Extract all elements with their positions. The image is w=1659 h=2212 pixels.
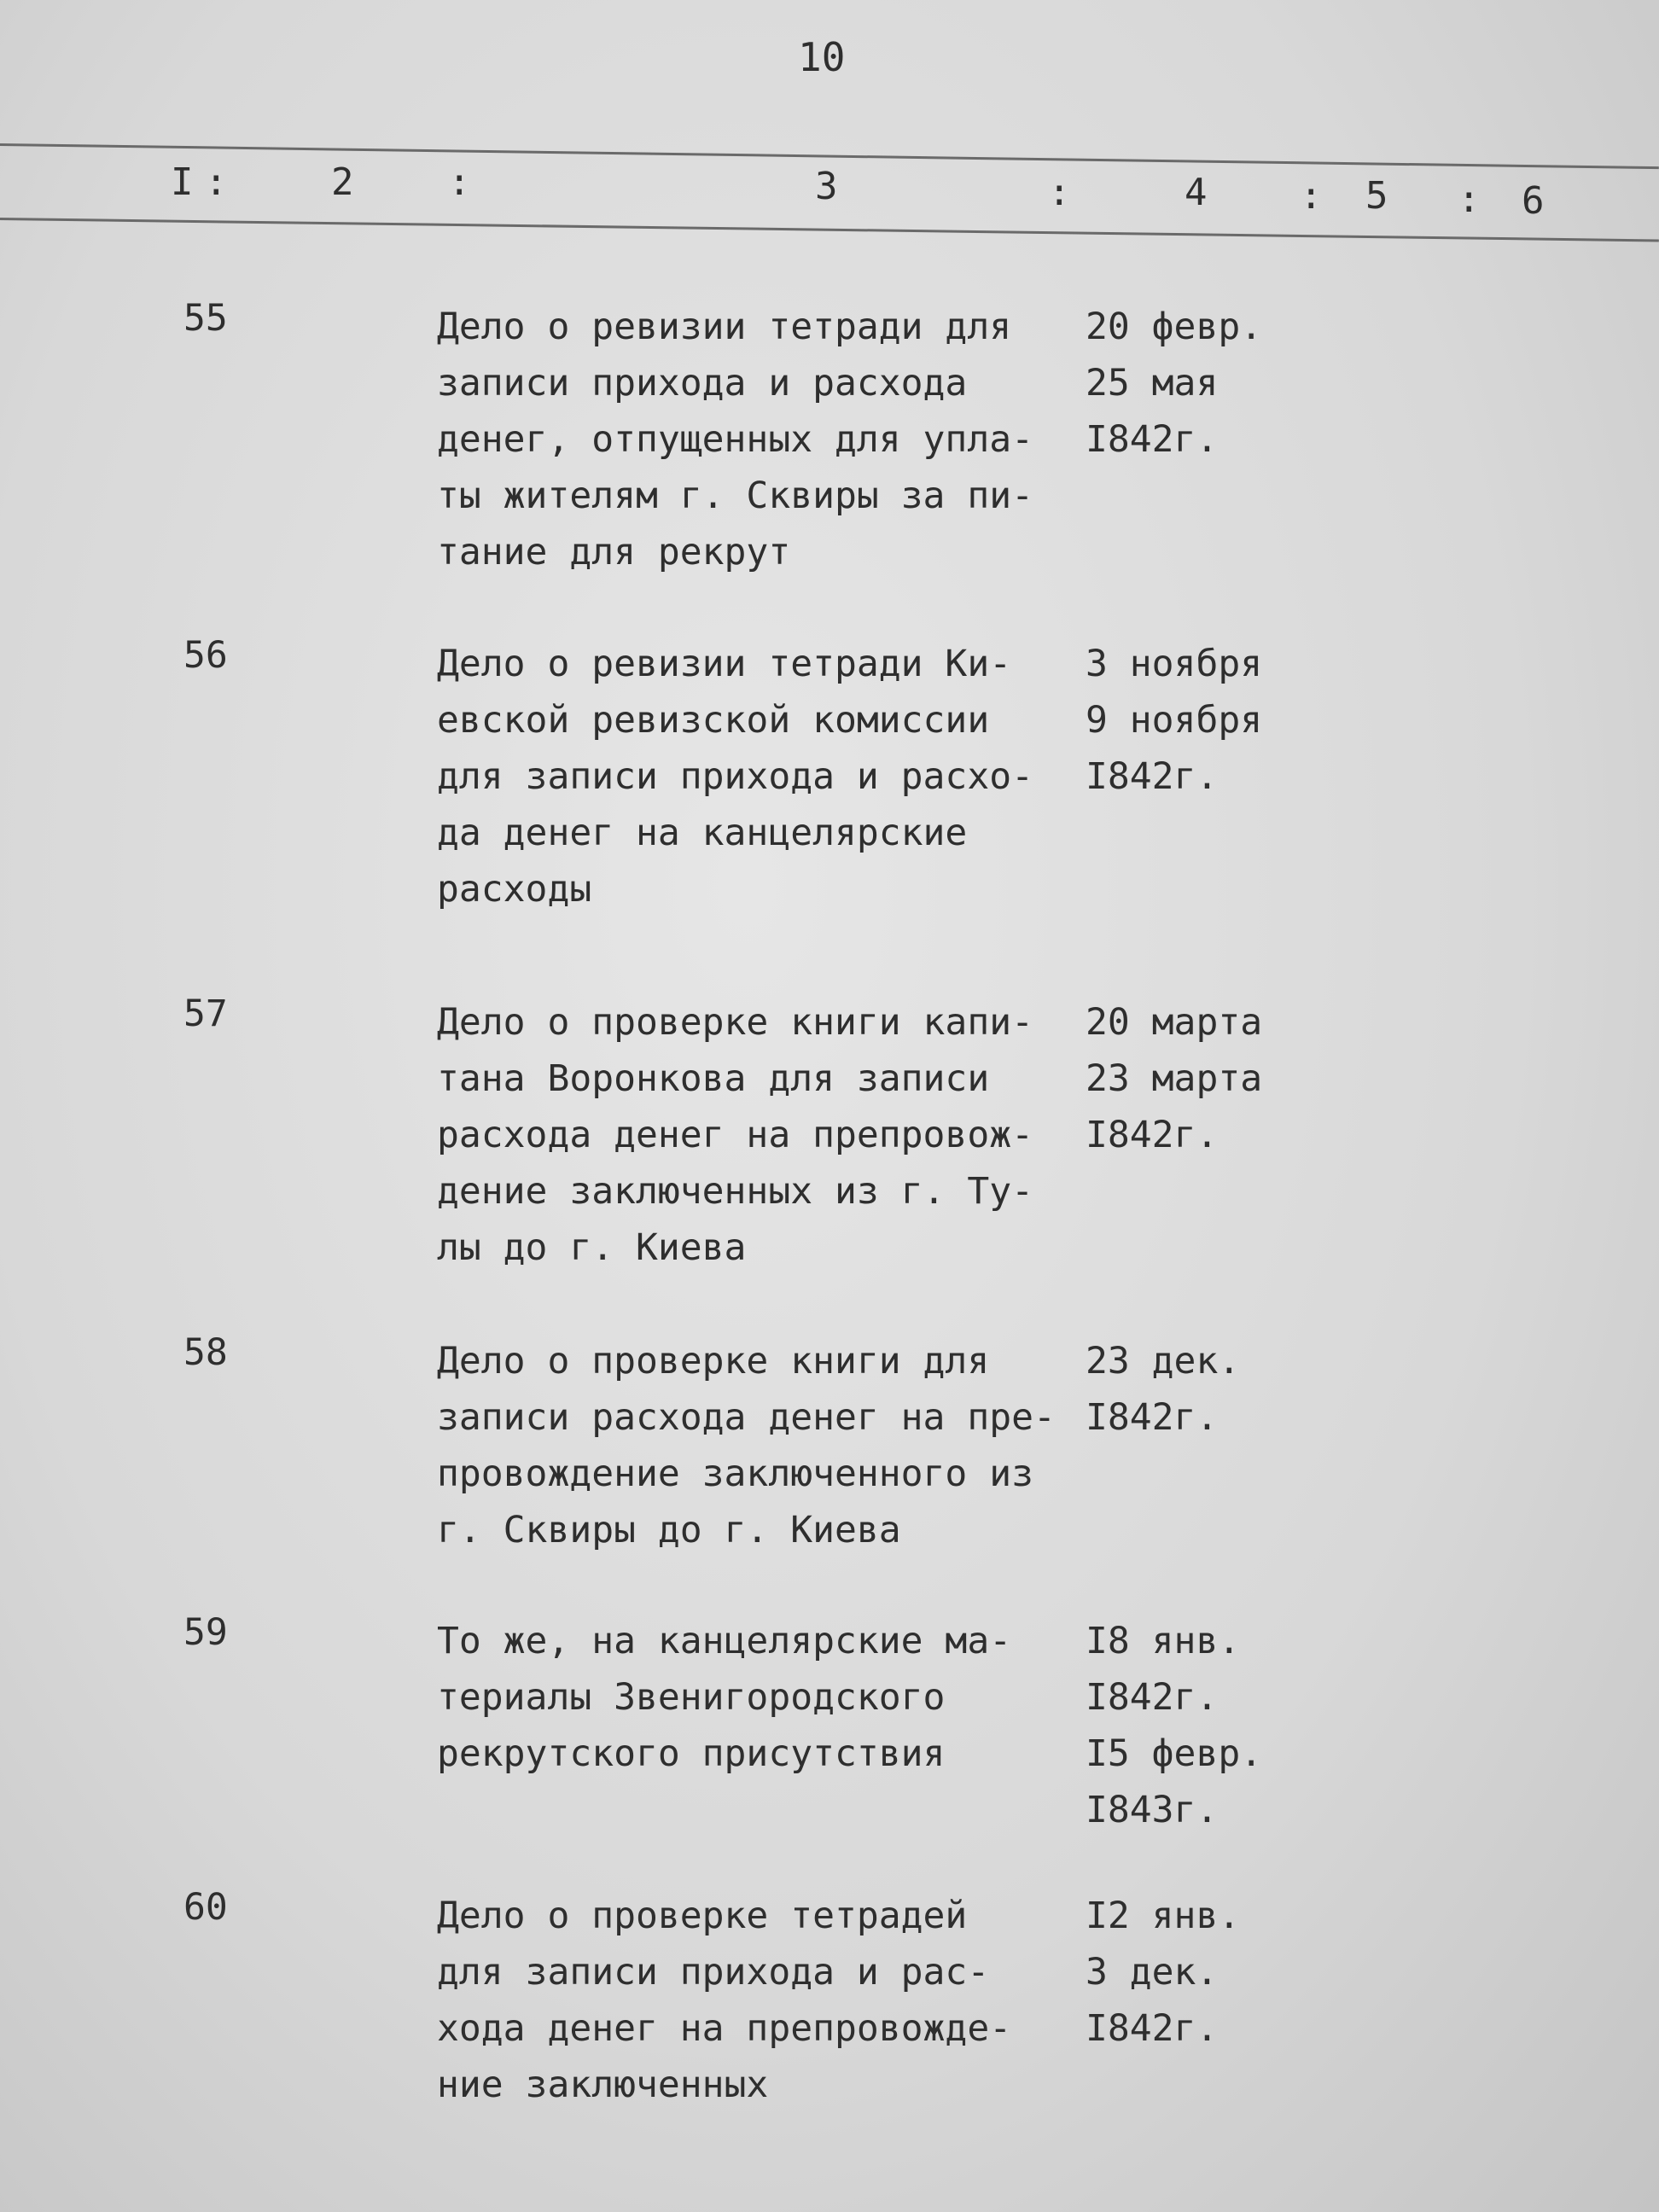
description-line: записи расхода денег на пре- bbox=[437, 1396, 1056, 1439]
entry-dates bbox=[1086, 636, 1262, 805]
entry-dates bbox=[1086, 299, 1262, 468]
date-line: 9 ноября bbox=[1086, 699, 1263, 742]
entry-dates bbox=[1086, 1613, 1262, 1838]
date-line: 23 марта bbox=[1086, 1057, 1263, 1100]
column-header-3: 3 bbox=[815, 165, 838, 208]
description-line: евской ревизской комиссии bbox=[437, 699, 990, 742]
entry-dates bbox=[1086, 1888, 1240, 2057]
column-separator: : bbox=[1048, 171, 1071, 214]
description-line: Дело о проверке книги для bbox=[437, 1340, 990, 1382]
entry-description bbox=[437, 1888, 1011, 2113]
description-line: для записи прихода и рас- bbox=[437, 1951, 990, 1994]
column-header-6: 6 bbox=[1522, 179, 1545, 223]
entry-description bbox=[437, 1333, 1056, 1558]
description-line: тана Воронкова для записи bbox=[437, 1057, 990, 1100]
date-line: I5 февр. bbox=[1086, 1732, 1263, 1775]
date-line: 3 дек. bbox=[1086, 1951, 1219, 1994]
description-line: ние заключенных bbox=[437, 2064, 769, 2106]
column-separator: : bbox=[1300, 174, 1323, 218]
entry-number: 56 bbox=[183, 634, 228, 677]
entry-description bbox=[437, 1613, 1011, 1782]
entry-description bbox=[437, 994, 1033, 1276]
description-line: Дело о ревизии тетради Ки- bbox=[437, 643, 1012, 685]
date-line: I842г. bbox=[1086, 1114, 1219, 1156]
description-line: да денег на канцелярские bbox=[437, 812, 968, 854]
description-line: хода денег на препровожде- bbox=[437, 2007, 1012, 2050]
date-line: I2 янв. bbox=[1086, 1895, 1241, 1937]
description-line: Дело о проверке тетрадей bbox=[437, 1895, 968, 1937]
description-line: лы до г. Киева bbox=[437, 1226, 747, 1269]
description-line: териалы Звенигородского bbox=[437, 1676, 946, 1719]
date-line: 25 мая bbox=[1086, 362, 1219, 405]
column-header-2: 2 bbox=[331, 160, 354, 204]
description-line: расходы bbox=[437, 868, 592, 911]
entry-number: 58 bbox=[183, 1331, 228, 1374]
description-line: дение заключенных из г. Ту- bbox=[437, 1170, 1033, 1213]
description-line: денег, отпущенных для упла- bbox=[437, 418, 1033, 461]
date-line: 3 ноября bbox=[1086, 643, 1263, 685]
entry-number: 57 bbox=[183, 992, 228, 1035]
description-line: Дело о ревизии тетради для bbox=[437, 306, 1012, 348]
description-line: для записи прихода и расхо- bbox=[437, 755, 1033, 798]
entry-number: 60 bbox=[183, 1886, 228, 1929]
page-number: 10 bbox=[798, 34, 846, 80]
date-line: I842г. bbox=[1086, 418, 1219, 461]
description-line: ты жителям г. Сквиры за пи- bbox=[437, 474, 1033, 517]
column-separator: : bbox=[1458, 178, 1481, 221]
column-separator: : bbox=[205, 160, 228, 204]
entry-number: 55 bbox=[183, 297, 228, 340]
date-line: I842г. bbox=[1086, 2007, 1219, 2050]
date-line: I842г. bbox=[1086, 1676, 1219, 1719]
date-line: I842г. bbox=[1086, 755, 1219, 798]
date-line: 23 дек. bbox=[1086, 1340, 1241, 1382]
entry-number: 59 bbox=[183, 1611, 228, 1654]
column-header-1: I bbox=[171, 160, 194, 204]
entry-description bbox=[437, 299, 1033, 580]
date-line: 20 марта bbox=[1086, 1001, 1263, 1044]
entry-description bbox=[437, 636, 1033, 917]
column-header-4: 4 bbox=[1185, 171, 1208, 214]
description-line: расхода денег на препровож- bbox=[437, 1114, 1033, 1156]
column-header-5: 5 bbox=[1365, 174, 1388, 218]
entry-dates bbox=[1086, 994, 1262, 1163]
entry-dates bbox=[1086, 1333, 1240, 1446]
description-line: То же, на канцелярские ма- bbox=[437, 1620, 1012, 1662]
description-line: Дело о проверке книги капи- bbox=[437, 1001, 1033, 1044]
description-line: рекрутского присутствия bbox=[437, 1732, 946, 1775]
column-separator: : bbox=[448, 160, 471, 204]
description-line: записи прихода и расхода bbox=[437, 362, 968, 405]
description-line: г. Сквиры до г. Киева bbox=[437, 1509, 901, 1551]
date-line: I8 янв. bbox=[1086, 1620, 1241, 1662]
description-line: провождение заключенного из bbox=[437, 1452, 1033, 1495]
date-line: 20 февр. bbox=[1086, 306, 1263, 348]
description-line: тание для рекрут bbox=[437, 531, 791, 573]
date-line: I842г. bbox=[1086, 1396, 1219, 1439]
date-line: I843г. bbox=[1086, 1789, 1219, 1831]
